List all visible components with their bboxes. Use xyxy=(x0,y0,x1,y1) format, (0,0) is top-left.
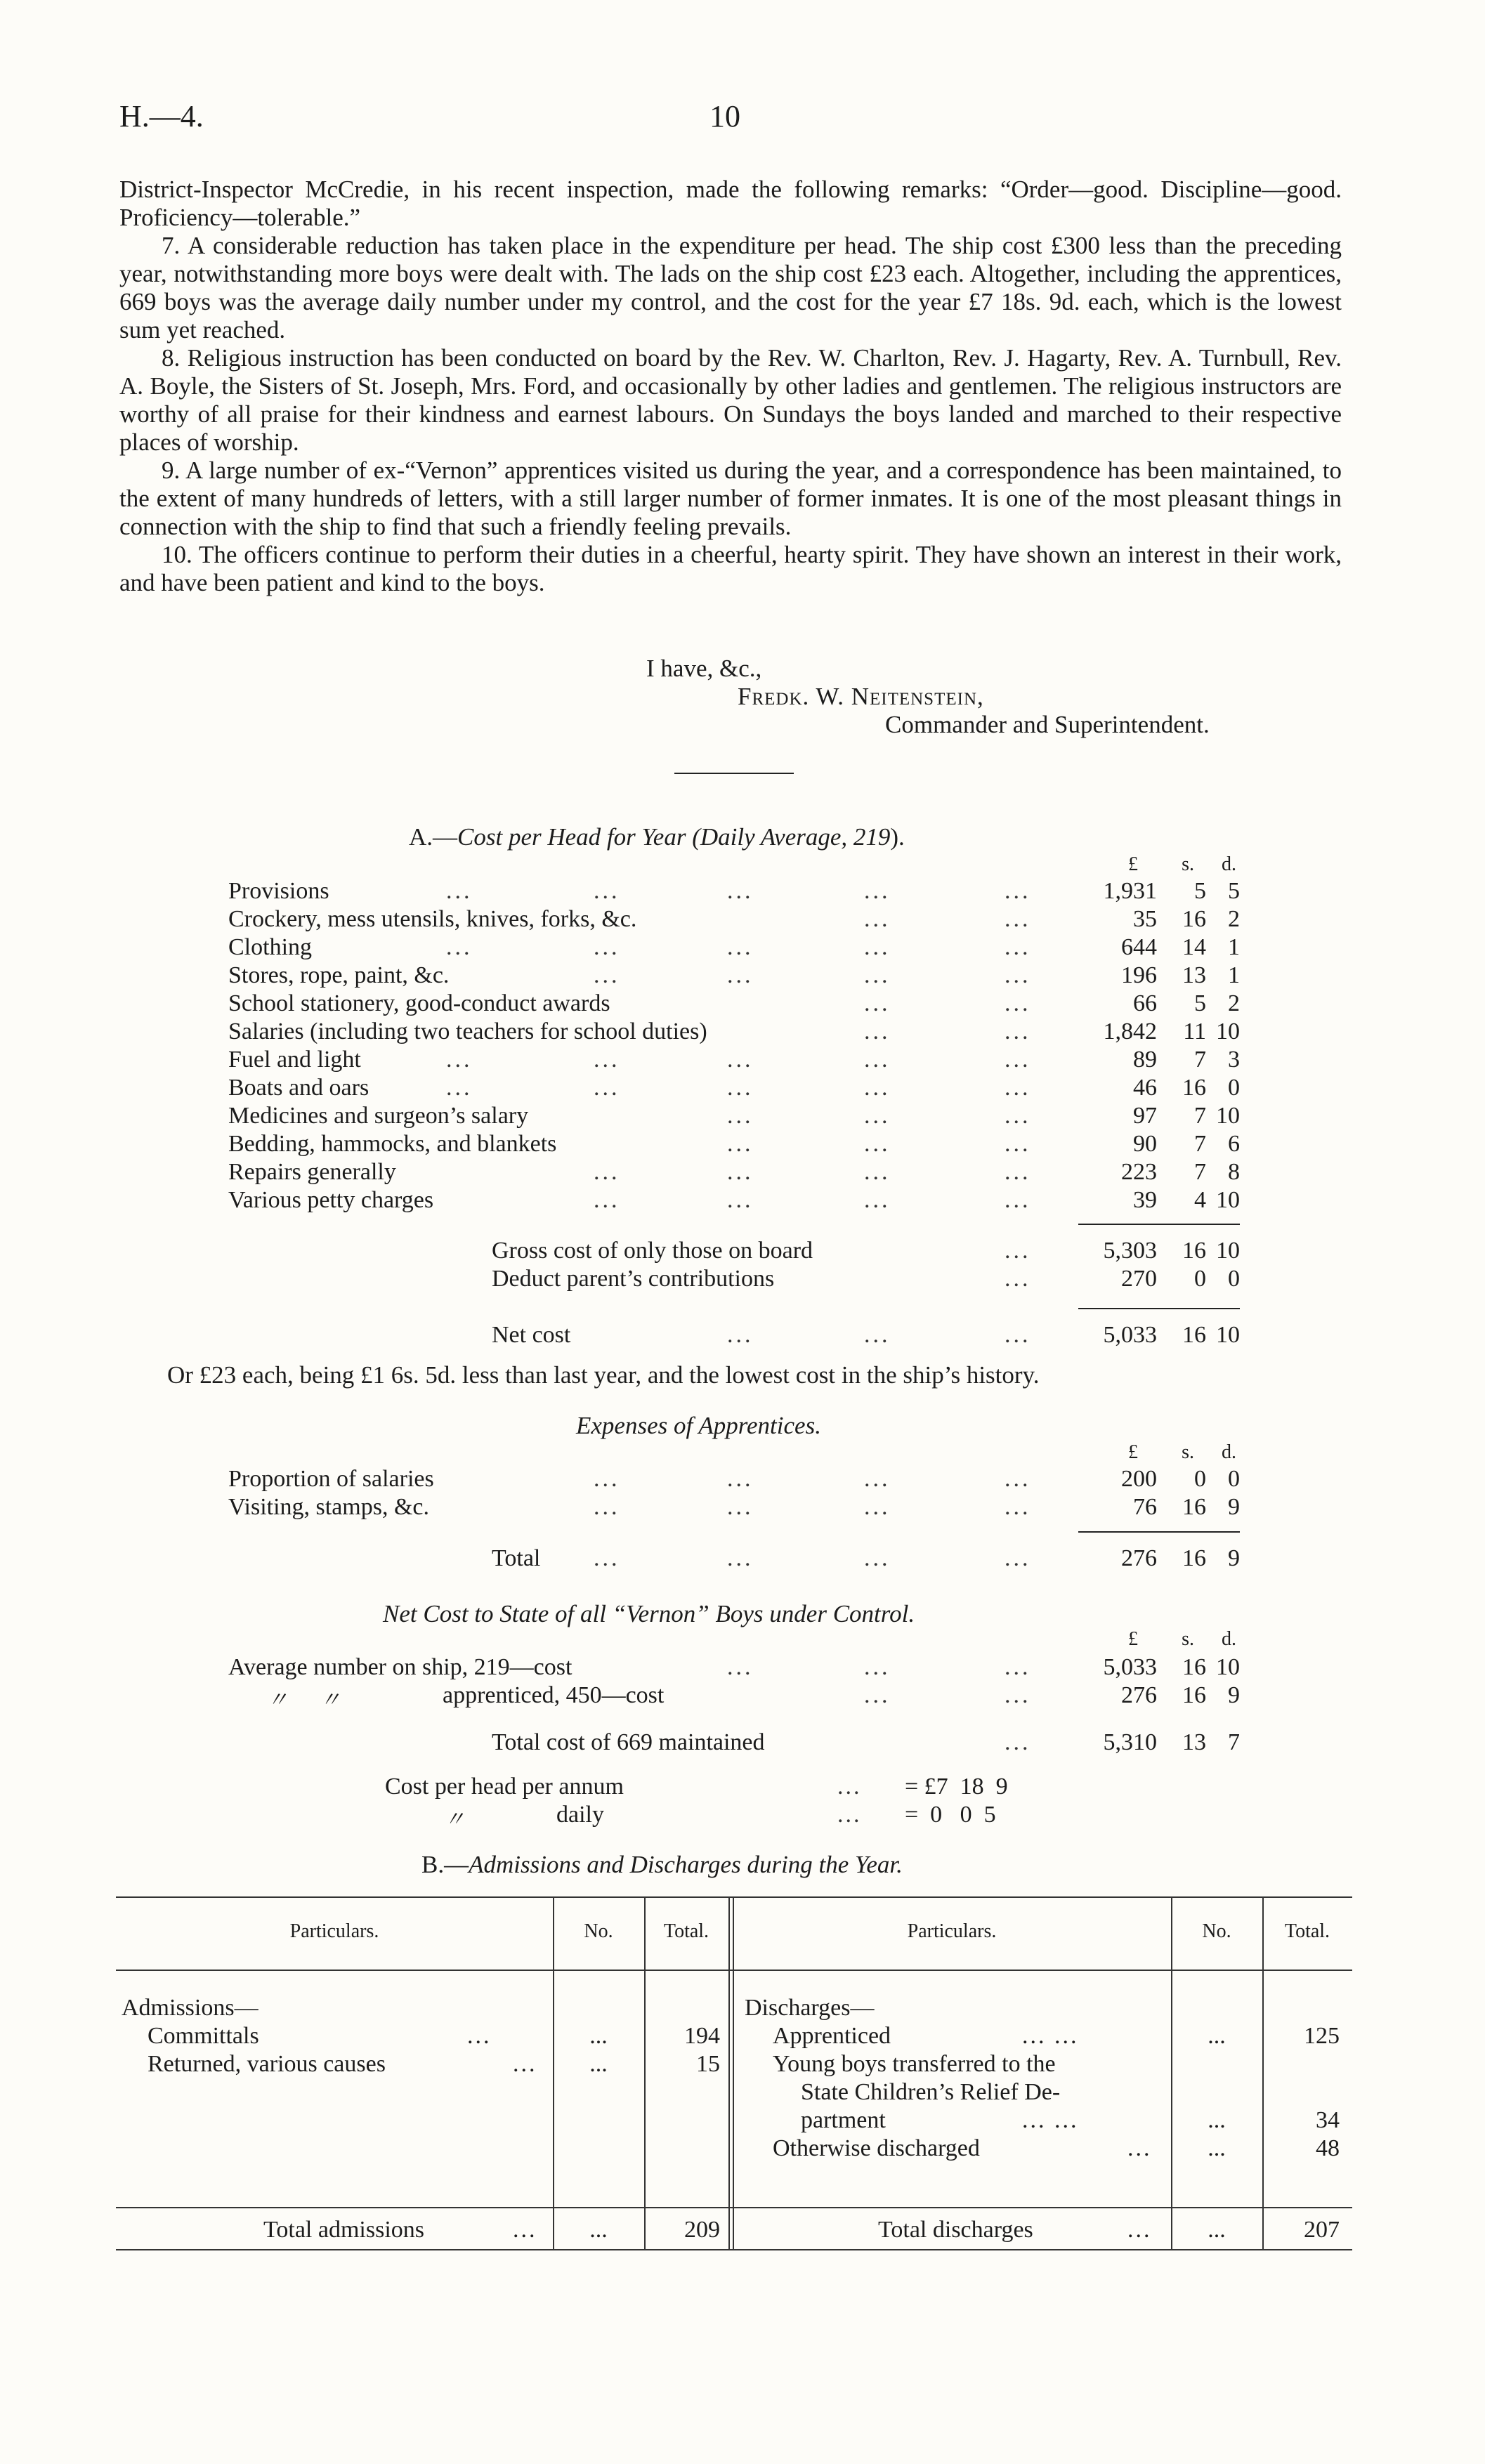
paragraph-8: 8. Religious instruction has been conducted on board by the Rev. W. Charlton, Rev. J. Hagarty, Rev. A. Turnbull, Rev. A. Boyle, the Sisters of St. Joseph, Mrs. Ford, and occasionally by other ladies and gentlemen. The religious instructors are worthy of all praise for their kindness and earnest labours. On Sundays the boys landed and marched to their respective places of worship. xyxy=(119,344,1342,456)
leader-dots: ... xyxy=(864,934,891,960)
leader-dots: ... xyxy=(727,1159,754,1185)
pounds: 46 xyxy=(1133,1075,1157,1101)
pence: 7 xyxy=(1228,1729,1240,1755)
header-no: No. xyxy=(584,1920,613,1942)
discharge-total: 34 xyxy=(1316,2107,1340,2133)
pounds: 90 xyxy=(1133,1131,1157,1157)
row-label: Boats and oars xyxy=(228,1075,369,1101)
pence: 2 xyxy=(1228,990,1240,1016)
net-cost-note: Or £23 each, being £1 6s. 5d. less than last year, and the lowest cost in the ship’s history. xyxy=(167,1361,1040,1389)
leader-dots: ... xyxy=(513,2217,537,2243)
leader-dots: ... xyxy=(864,1131,891,1157)
leader-dots: ... xyxy=(594,878,620,904)
pounds: 196 xyxy=(1121,962,1157,988)
leader-dots: ... xyxy=(727,962,754,988)
discharge-label-line: Young boys transferred to the xyxy=(773,2051,1056,2077)
leader-dots: ... xyxy=(727,878,754,904)
leader-dots: ... xyxy=(864,1322,891,1348)
shillings: 0 xyxy=(1194,1466,1206,1492)
pence: 6 xyxy=(1228,1131,1240,1157)
pounds: 5,033 xyxy=(1103,1322,1157,1348)
shillings: 14 xyxy=(1182,934,1206,960)
cost-row xyxy=(228,906,1240,934)
leader-dots: ... xyxy=(1005,934,1031,960)
discharge-label: Apprenticed xyxy=(773,2023,891,2049)
signature-name: Fredk. W. Neitenstein, xyxy=(738,683,984,710)
pounds: 35 xyxy=(1133,906,1157,932)
header-total: Total. xyxy=(663,1920,709,1942)
header-particulars: Particulars. xyxy=(907,1920,997,1942)
discharge-label: Otherwise discharged xyxy=(773,2135,980,2161)
pence: 9 xyxy=(1228,1682,1240,1708)
leader-dots: ... xyxy=(864,1682,891,1708)
row-label: Gross cost of only those on board xyxy=(492,1238,813,1264)
row-label: Bedding, hammocks, and blankets xyxy=(228,1131,557,1157)
pounds: 223 xyxy=(1121,1159,1157,1185)
cost-row xyxy=(228,934,1240,962)
leader-dots: ... xyxy=(864,1159,891,1185)
pence: 0 xyxy=(1228,1075,1240,1101)
pence: 1 xyxy=(1228,962,1240,988)
row-label: Visiting, stamps, &c. xyxy=(228,1494,430,1520)
leader-dots: ... xyxy=(727,1322,754,1348)
net-cost-row xyxy=(228,1322,1240,1350)
pence: 1 xyxy=(1228,934,1240,960)
leader-dots: ... xyxy=(1127,2217,1152,2243)
row-label: Average number on ship, 219—cost xyxy=(228,1654,573,1680)
pence: 10 xyxy=(1216,1322,1240,1348)
leader-dots: ... xyxy=(864,878,891,904)
row-label: Fuel and light xyxy=(228,1047,361,1073)
table-rule xyxy=(116,2207,1352,2208)
pence: 9 xyxy=(1228,1494,1240,1520)
state-cost-row xyxy=(228,1682,1240,1710)
signature-title: Commander and Superintendent. xyxy=(885,711,1210,738)
leader-dots: ... xyxy=(864,1047,891,1073)
leader-dots: ... xyxy=(864,962,891,988)
leader-dots: ... xyxy=(1005,1654,1031,1680)
pence: 10 xyxy=(1216,1018,1240,1044)
leader-dots: ... xyxy=(1005,990,1031,1016)
discharge-no: ... xyxy=(1208,2135,1226,2161)
gross-cost-row xyxy=(228,1238,1240,1266)
leader-dots: ... xyxy=(594,1159,620,1185)
cost-row xyxy=(228,1187,1240,1215)
discharges-heading: Discharges— xyxy=(745,1995,875,2021)
shillings: 13 xyxy=(1182,1729,1206,1755)
leader-dots: ... xyxy=(1005,1075,1031,1101)
leader-dots: ... xyxy=(864,1018,891,1044)
column-divider xyxy=(733,1896,734,2249)
admission-label: Committals xyxy=(148,2023,259,2049)
cost-row xyxy=(228,962,1240,990)
row-label: Provisions xyxy=(228,878,329,904)
net-cost-state-title: Net Cost to State of all “Vernon” Boys under Control. xyxy=(383,1600,915,1627)
shillings: 16 xyxy=(1182,906,1206,932)
deduct-row xyxy=(228,1266,1240,1294)
row-label: Total xyxy=(492,1545,541,1571)
leader-dots: ... xyxy=(727,1103,754,1129)
leader-dots: ... xyxy=(594,1545,620,1571)
row-label: Salaries (including two teachers for school duties) xyxy=(228,1018,707,1044)
leader-dots: ... xyxy=(1005,1018,1031,1044)
state-total-row xyxy=(228,1729,1240,1757)
leader-dots: ... xyxy=(864,1494,891,1520)
leader-dots: ... xyxy=(1005,878,1031,904)
admission-total: 194 xyxy=(684,2023,720,2049)
pounds: 1,931 xyxy=(1103,878,1157,904)
column-divider xyxy=(1262,1896,1264,2249)
row-label: Stores, rope, paint, &c. xyxy=(228,962,450,988)
cost-row xyxy=(228,1466,1240,1494)
row-label: apprenticed, 450—cost xyxy=(443,1682,665,1708)
pounds: 644 xyxy=(1121,934,1157,960)
admissions-total-label: Total admissions xyxy=(263,2217,425,2243)
sum-rule xyxy=(1078,1224,1240,1225)
admission-label: Returned, various causes xyxy=(148,2051,386,2077)
pounds: 1,842 xyxy=(1103,1018,1157,1044)
leader-dots: ... xyxy=(594,1187,620,1213)
cost-row xyxy=(228,1018,1240,1047)
pence: 0 xyxy=(1228,1266,1240,1292)
cost-row xyxy=(228,1075,1240,1103)
leader-dots: ... xyxy=(727,1545,754,1571)
leader-dots: ... xyxy=(1005,1466,1031,1492)
apprentices-title: Expenses of Apprentices. xyxy=(576,1412,821,1439)
leader-dots: ... xyxy=(727,1047,754,1073)
discharges-total-value: 207 xyxy=(1304,2217,1340,2243)
paragraph-inspection: District-Inspector McCredie, in his recent inspection, made the following remarks: “Order—good. Discipline—good. Proficiency—tolerable.” xyxy=(119,176,1342,231)
pence: 5 xyxy=(1228,878,1240,904)
page-number: 10 xyxy=(709,99,740,133)
discharge-label-line: partment xyxy=(801,2107,886,2133)
row-label: Various petty charges xyxy=(228,1187,434,1213)
leader-dots: ... xyxy=(837,1802,862,1828)
leader-dots: ... ... xyxy=(1022,2107,1079,2133)
leader-dots: ... xyxy=(1005,1729,1031,1755)
pence: 10 xyxy=(1216,1103,1240,1129)
shillings: 16 xyxy=(1182,1322,1206,1348)
cost-row xyxy=(228,1131,1240,1159)
leader-dots: ... xyxy=(1005,1047,1031,1073)
apprentices-total-row xyxy=(228,1545,1240,1573)
shillings: 4 xyxy=(1194,1187,1206,1213)
leader-dots: ... xyxy=(727,1654,754,1680)
pounds: 5,310 xyxy=(1103,1729,1157,1755)
pence: 10 xyxy=(1216,1238,1240,1264)
leader-dots: ... xyxy=(1005,1545,1031,1571)
section-a-title: A.—Cost per Head for Year (Daily Average, 219). xyxy=(409,823,905,851)
admission-total: 15 xyxy=(696,2051,720,2077)
pence: 3 xyxy=(1228,1047,1240,1073)
shillings: 7 xyxy=(1194,1159,1206,1185)
discharge-no: ... xyxy=(1208,2023,1226,2049)
leader-dots: ... xyxy=(1005,1187,1031,1213)
leader-dots: ... xyxy=(1005,1159,1031,1185)
discharges-total-no: ... xyxy=(1208,2217,1226,2243)
section-b-title: B.—Admissions and Discharges during the Year. xyxy=(421,1851,903,1878)
discharge-no: ... xyxy=(1208,2107,1226,2133)
signature-closing: I have, &c., xyxy=(646,655,762,682)
discharge-total: 48 xyxy=(1316,2135,1340,2161)
cost-row xyxy=(228,990,1240,1018)
currency-header-state: £ s. d. xyxy=(1128,1628,1236,1650)
row-label: Deduct parent’s contributions xyxy=(492,1266,775,1292)
pounds: 270 xyxy=(1121,1266,1157,1292)
cost-row xyxy=(228,1103,1240,1131)
shillings: 13 xyxy=(1182,962,1206,988)
table-rule xyxy=(116,2249,1352,2250)
pence: 2 xyxy=(1228,906,1240,932)
pounds: 97 xyxy=(1133,1103,1157,1129)
shillings: 7 xyxy=(1194,1131,1206,1157)
row-label: Proportion of salaries xyxy=(228,1466,434,1492)
pounds: 66 xyxy=(1133,990,1157,1016)
row-label: Clothing xyxy=(228,934,313,960)
cost-per-head-daily-label: daily xyxy=(556,1802,604,1828)
shillings: 16 xyxy=(1182,1682,1206,1708)
discharge-label-line: State Children’s Relief De- xyxy=(801,2079,1061,2105)
leader-dots: ... xyxy=(446,1075,473,1101)
table-rule xyxy=(116,1970,1352,1971)
pounds: 39 xyxy=(1133,1187,1157,1213)
shillings: 16 xyxy=(1182,1238,1206,1264)
paragraph-7: 7. A considerable reduction has taken place in the expenditure per head. The ship cost £300 less than the preceding year, notwithstanding more boys were dealt with. The lads on the ship cost £23 each. Altogether, including the apprentices, 669 boys was the average daily number under my control, and the cost for the year £7 18s. 9d. each, which is the lowest sum yet reached. xyxy=(119,232,1342,343)
leader-dots: ... xyxy=(864,1187,891,1213)
leader-dots: ... xyxy=(1005,1131,1031,1157)
pence: 9 xyxy=(1228,1545,1240,1571)
column-divider xyxy=(1171,1896,1172,2249)
shillings: 5 xyxy=(1194,990,1206,1016)
cost-per-head-annum-value: = £7 18 9 xyxy=(905,1774,1008,1800)
leader-dots: ... xyxy=(864,990,891,1016)
pounds: 5,303 xyxy=(1103,1238,1157,1264)
leader-dots: ... xyxy=(864,906,891,932)
pounds: 89 xyxy=(1133,1047,1157,1073)
paragraph-10: 10. The officers continue to perform their duties in a cheerful, hearty spirit. They have shown an interest in their work, and have been patient and kind to the boys. xyxy=(119,541,1342,596)
pounds: 76 xyxy=(1133,1494,1157,1520)
leader-dots: ... xyxy=(864,1654,891,1680)
admission-no: ... xyxy=(589,2051,608,2077)
leader-dots: ... xyxy=(727,934,754,960)
currency-header-a: £ s. d. xyxy=(1128,853,1236,875)
row-label: Repairs generally xyxy=(228,1159,396,1185)
cost-row xyxy=(228,878,1240,906)
state-cost-row xyxy=(228,1654,1240,1682)
shillings: 7 xyxy=(1194,1103,1206,1129)
row-label: Crockery, mess utensils, knives, forks, &c. xyxy=(228,906,637,932)
body-text xyxy=(119,176,1342,597)
leader-dots: ... xyxy=(864,1466,891,1492)
cost-row xyxy=(228,1494,1240,1522)
shillings: 0 xyxy=(1194,1266,1206,1292)
document-reference: H.—4. xyxy=(119,99,204,133)
shillings: 16 xyxy=(1182,1654,1206,1680)
leader-dots: ... xyxy=(1005,906,1031,932)
discharge-total: 125 xyxy=(1304,2023,1340,2049)
section-divider xyxy=(674,773,794,774)
leader-dots: ... xyxy=(1005,1103,1031,1129)
admissions-total-no: ... xyxy=(589,2217,608,2243)
ditto-mark: 〃 〃 xyxy=(267,1689,341,1712)
pence: 10 xyxy=(1216,1654,1240,1680)
leader-dots: ... xyxy=(1005,1238,1031,1264)
leader-dots: ... xyxy=(594,1494,620,1520)
leader-dots: ... xyxy=(594,934,620,960)
shillings: 16 xyxy=(1182,1075,1206,1101)
shillings: 5 xyxy=(1194,878,1206,904)
cost-row xyxy=(228,1159,1240,1187)
header-particulars: Particulars. xyxy=(289,1920,379,1942)
header-total: Total. xyxy=(1284,1920,1330,1942)
leader-dots: ... xyxy=(1005,1494,1031,1520)
row-label: Total cost of 669 maintained xyxy=(492,1729,765,1755)
leader-dots: ... xyxy=(594,1047,620,1073)
shillings: 16 xyxy=(1182,1494,1206,1520)
sum-rule xyxy=(1078,1308,1240,1309)
leader-dots: ... xyxy=(727,1075,754,1101)
leader-dots: ... xyxy=(864,1075,891,1101)
shillings: 16 xyxy=(1182,1545,1206,1571)
leader-dots: ... xyxy=(1005,962,1031,988)
leader-dots: ... xyxy=(727,1494,754,1520)
cost-row xyxy=(228,1047,1240,1075)
header-no: No. xyxy=(1202,1920,1231,1942)
pence: 8 xyxy=(1228,1159,1240,1185)
row-label: Medicines and surgeon’s salary xyxy=(228,1103,529,1129)
admissions-heading: Admissions— xyxy=(122,1995,259,2021)
leader-dots: ... xyxy=(727,1466,754,1492)
currency-header-apprentices: £ s. d. xyxy=(1128,1441,1236,1463)
leader-dots: ... ... xyxy=(1022,2023,1079,2049)
leader-dots: ... xyxy=(446,934,473,960)
leader-dots: ... xyxy=(1005,1682,1031,1708)
admissions-total-value: 209 xyxy=(684,2217,720,2243)
leader-dots: ... xyxy=(864,1103,891,1129)
leader-dots: ... xyxy=(594,1075,620,1101)
cost-per-head-daily-value: = 0 0 5 xyxy=(905,1802,996,1828)
leader-dots: ... xyxy=(1005,1322,1031,1348)
leader-dots: ... xyxy=(727,1131,754,1157)
leader-dots: ... xyxy=(864,1545,891,1571)
leader-dots: ... xyxy=(1127,2135,1152,2161)
admissions-discharges-table xyxy=(116,1896,1352,2255)
cost-per-head-annum-label: Cost per head per annum xyxy=(385,1774,624,1800)
pounds: 276 xyxy=(1121,1545,1157,1571)
admission-no: ... xyxy=(589,2023,608,2049)
ditto-mark: 〃 xyxy=(444,1808,465,1831)
pounds: 200 xyxy=(1121,1466,1157,1492)
leader-dots: ... xyxy=(467,2023,492,2049)
leader-dots: ... xyxy=(727,1187,754,1213)
shillings: 7 xyxy=(1194,1047,1206,1073)
leader-dots: ... xyxy=(513,2051,537,2077)
row-label: Net cost xyxy=(492,1322,571,1348)
table-rule xyxy=(116,1896,1352,1898)
pounds: 5,033 xyxy=(1103,1654,1157,1680)
leader-dots: ... xyxy=(837,1774,862,1800)
pounds: 276 xyxy=(1121,1682,1157,1708)
pence: 10 xyxy=(1216,1187,1240,1213)
paragraph-9: 9. A large number of ex-“Vernon” apprentices visited us during the year, and a correspondence has been maintained, to the extent of many hundreds of letters, with a still larger number of former inmates. It is one of the most pleasant things in connection with the ship to find that such a friendly feeling prevails. xyxy=(119,457,1342,540)
leader-dots: ... xyxy=(594,1466,620,1492)
row-label: School stationery, good-conduct awards xyxy=(228,990,610,1016)
leader-dots: ... xyxy=(594,962,620,988)
shillings: 11 xyxy=(1183,1018,1206,1044)
leader-dots: ... xyxy=(1005,1266,1031,1292)
pence: 0 xyxy=(1228,1466,1240,1492)
leader-dots: ... xyxy=(446,878,473,904)
leader-dots: ... xyxy=(446,1047,473,1073)
sum-rule xyxy=(1078,1531,1240,1533)
discharges-total-label: Total discharges xyxy=(878,2217,1033,2243)
column-divider xyxy=(728,1896,730,2249)
